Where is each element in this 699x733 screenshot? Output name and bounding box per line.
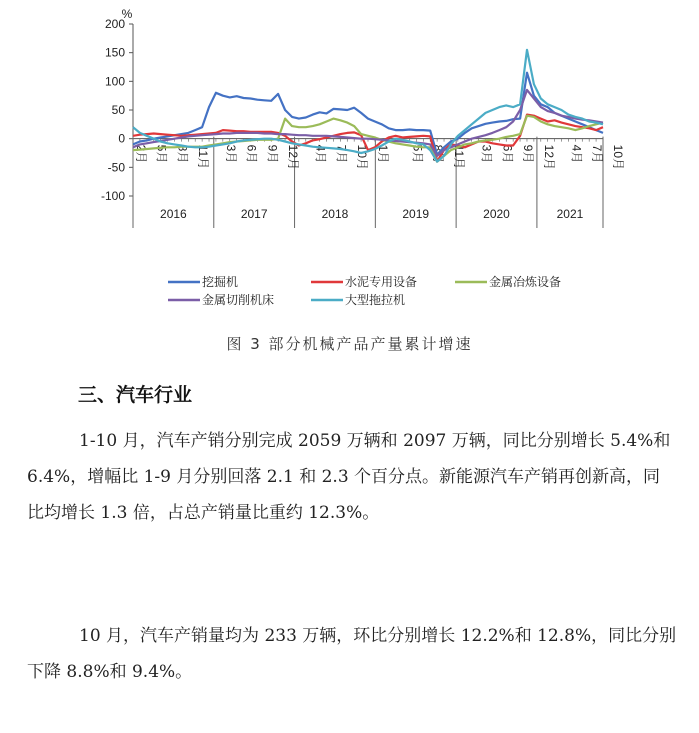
month-label: 4月	[313, 144, 328, 164]
month-label: 1月	[375, 144, 390, 164]
y-tick-label: 50	[111, 103, 125, 117]
legend-label: 大型拖拉机	[345, 293, 406, 307]
month-label: 9月	[521, 144, 536, 164]
year-label: 2019	[402, 207, 430, 221]
legend-label: 挖掘机	[202, 275, 239, 289]
month-label: 12月	[286, 144, 301, 171]
legend-label: 水泥专用设备	[345, 275, 418, 289]
month-label: 11月	[196, 144, 211, 170]
year-label: 2021	[556, 207, 584, 221]
y-tick-label: 200	[104, 17, 125, 31]
y-tick-label: 150	[104, 45, 125, 60]
y-axis-unit: %	[121, 7, 133, 21]
month-label: 2月	[134, 144, 148, 164]
legend-label: 金属冶炼设备	[489, 275, 562, 289]
legend-label: 金属切削机床	[202, 293, 275, 307]
y-tick-label: -100	[100, 189, 125, 203]
month-label: 6月	[500, 144, 515, 164]
year-label: 2016	[160, 207, 187, 221]
year-label: 2018	[321, 207, 349, 221]
month-label: 11月	[451, 144, 466, 170]
month-label: 6月	[244, 144, 259, 164]
y-tick-label: 0	[118, 131, 125, 146]
y-tick-label: -50	[107, 160, 125, 175]
y-tick-label: 100	[104, 74, 125, 89]
month-label: 10月	[355, 144, 370, 171]
paragraph-2: 10 月，汽车产销量均为 233 万辆，环比分别增长 12.2%和 12.8%，同比分别下降 8.8%和 9.4%。	[27, 626, 677, 682]
figure-caption: 图 3 部分机械产品产量累计增速	[226, 335, 473, 353]
month-label: 8月	[431, 144, 446, 164]
month-label: 10月	[610, 144, 625, 171]
month-label: 5月	[410, 144, 425, 164]
month-label: 8月	[175, 144, 190, 164]
month-label: 9月	[265, 144, 280, 164]
month-label: 7月	[334, 144, 349, 164]
year-label: 2020	[483, 207, 510, 221]
month-label: 12月	[541, 144, 556, 171]
line-chart	[0, 0, 699, 330]
series-line-1	[133, 73, 603, 155]
month-label: 4月	[569, 144, 584, 164]
month-label: 5月	[154, 144, 169, 164]
month-label: 7月	[590, 144, 605, 164]
section-title: 三、汽车行业	[78, 384, 193, 406]
paragraph-1: 1-10 月，汽车产销分别完成 2059 万辆和 2097 万辆，同比分别增长 5.4%和 6.4%，增幅比 1-9 月分别回落 2.1 和 2.3 个百分点。新能源汽车产销再创新高，同比均增长 1.3 倍，占总产销量比重约 12.3%。	[27, 431, 671, 523]
month-label: 3月	[223, 144, 238, 164]
year-label: 2017	[240, 207, 268, 221]
month-label: 3月	[479, 144, 494, 164]
